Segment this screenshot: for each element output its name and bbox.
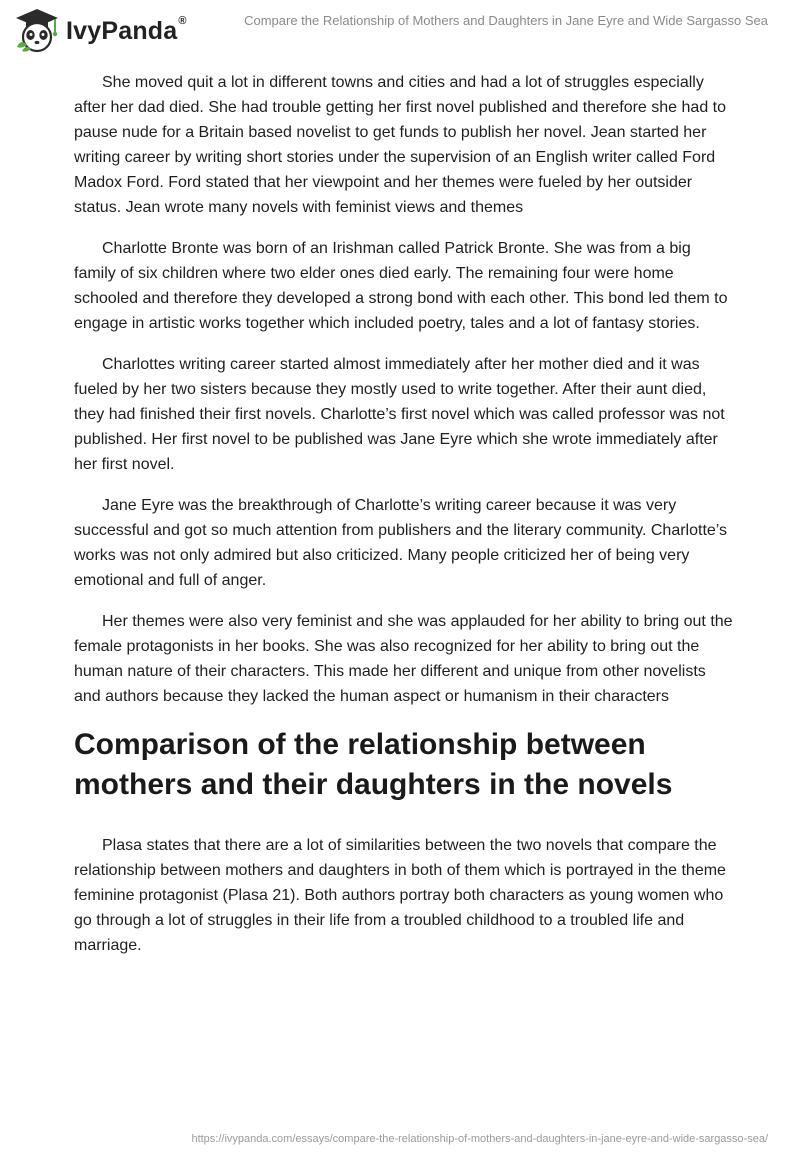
paragraph: Her themes were also very feminist and she was applauded for her ability to bring out the female protagonists in her books. She was also recognized for her ability to bring out the human nature of their characters. This made her different and unique from other novelists and authors because they lacked the human aspect or humanism in their characters bbox=[74, 613, 733, 705]
paragraph: Jane Eyre was the breakthrough of Charlotte’s writing career because it was very successful and got so much attention from publishers and the literary community. Charlotte’s works was not only admired but also criticized. Many people criticized her of being very emotional and full of anger. bbox=[74, 497, 728, 589]
source-url[interactable]: https://ivypanda.com/essays/compare-the-relationship-of-mothers-and-daughters-in-jane-eyre-and-wide-sargasso-sea/ bbox=[191, 1133, 768, 1145]
paragraph: Charlotte Bronte was born of an Irishman called Patrick Bronte. She was from a big family of six children where two elder ones died early. The remaining four were home schooled and therefore they developed a strong bond with each other. This bond led them to engage in artistic works together which included poetry, tales and a lot of fantasy stories. bbox=[74, 240, 728, 332]
registered-mark: ® bbox=[178, 14, 187, 27]
paragraph: She moved quit a lot in different towns and cities and had a lot of struggles especially after her dad died. She had trouble getting her first novel published and therefore she had to pause nude for a Britain based novelist to get funds to publish her novel. Jean started her writing career by writing short stories under the supervision of an English writer called Ford Madox Ford. Ford stated that her viewpoint and her themes were fueled by her outsider status. Jean wrote many novels with feminist views and themes bbox=[74, 74, 726, 216]
panda-graduate-icon bbox=[14, 7, 60, 53]
brand-logo[interactable] bbox=[14, 6, 187, 54]
section-heading: Comparison of the relationship between mothers and their daughters in the novels bbox=[74, 728, 673, 801]
brand-name: IvyPanda® bbox=[66, 14, 187, 45]
page-header bbox=[0, 0, 800, 62]
document-title: Compare the Relationship of Mothers and Daughters in Jane Eyre and Wide Sargasso Sea bbox=[244, 13, 768, 28]
essay-content bbox=[74, 70, 734, 974]
paragraph: Charlottes writing career started almost immediately after her mother died and it was fueled by her two sisters because they mostly used to write together. After their aunt died, they had finished their first novels. Charlotte’s first novel which was called professor was not published. Her first novel to be published was Jane Eyre which she wrote immediately after her first novel. bbox=[74, 356, 725, 473]
paragraph: Plasa states that there are a lot of similarities between the two novels that compare the relationship between mothers and daughters in both of them which is portrayed in the theme feminine protagonist (Plasa 21). Both authors portray both characters as young women who go through a lot of struggles in their life from a troubled childhood to a troubled life and marriage. bbox=[74, 837, 726, 954]
